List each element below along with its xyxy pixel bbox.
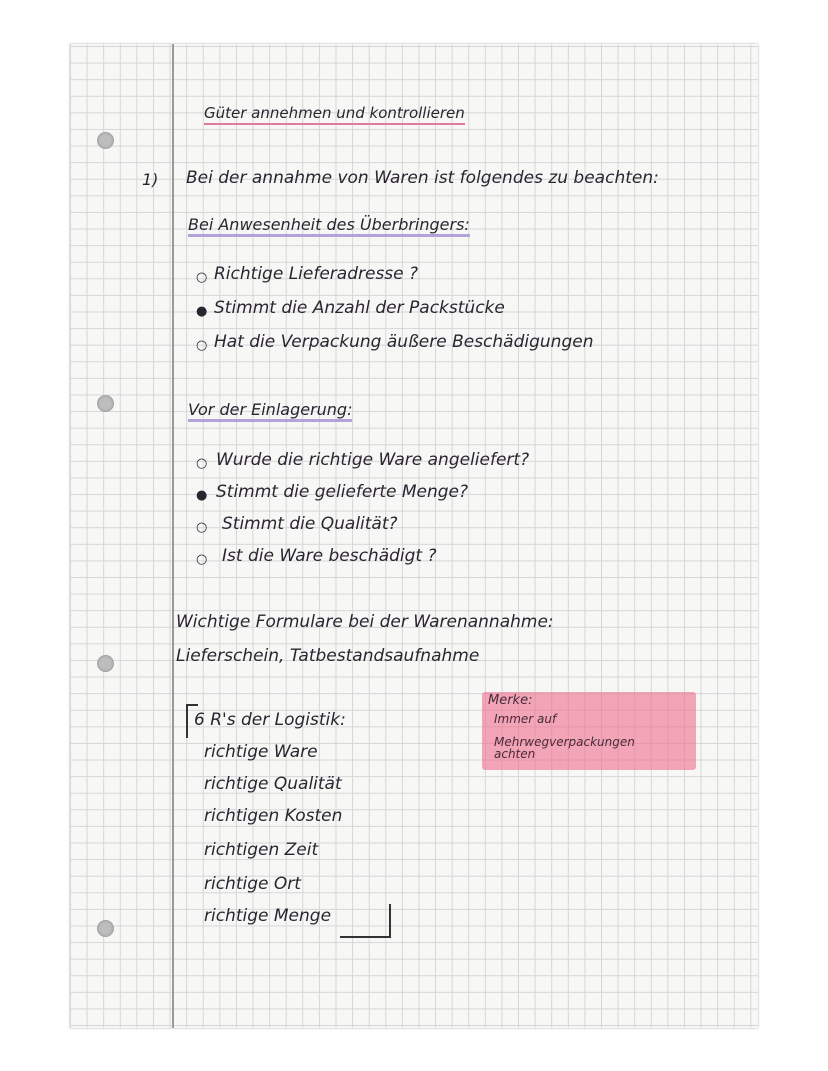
bullet-icon: ○ bbox=[196, 552, 208, 567]
box-corner bbox=[186, 704, 188, 738]
list-item: richtige Menge bbox=[204, 906, 332, 926]
list-item: richtigen Zeit bbox=[204, 840, 319, 860]
bullet-icon: ● bbox=[196, 488, 208, 503]
group1-heading: Bei Anwesenheit des Überbringers: bbox=[188, 215, 470, 237]
list-item: Stimmt die Anzahl der Packstücke bbox=[214, 298, 505, 318]
box-corner bbox=[389, 904, 391, 938]
bullet-icon: ● bbox=[196, 304, 208, 319]
intro-text: Bei der annahme von Waren ist folgendes zu beachten: bbox=[186, 168, 659, 188]
list-item: Stimmt die Qualität? bbox=[222, 514, 398, 534]
margin-line bbox=[172, 44, 174, 1028]
forms-label: Wichtige Formulare bei der Warenannahme: bbox=[176, 612, 554, 632]
note-line: Mehrwegverpackungen bbox=[494, 735, 635, 749]
list-item: richtige Ware bbox=[204, 742, 318, 762]
punch-hole bbox=[97, 920, 114, 937]
list-item: richtige Qualität bbox=[204, 774, 342, 794]
forms-value: Lieferschein, Tatbestandsaufnahme bbox=[176, 646, 480, 666]
punch-hole bbox=[97, 132, 114, 149]
note-line: achten bbox=[494, 747, 536, 761]
section-number: 1) bbox=[142, 170, 159, 189]
page-title: Güter annehmen und kontrollieren bbox=[204, 104, 465, 125]
list-item: Stimmt die gelieferte Menge? bbox=[216, 482, 469, 502]
list-item: Ist die Ware beschädigt ? bbox=[222, 546, 437, 566]
list-item: Richtige Lieferadresse ? bbox=[214, 264, 419, 284]
bullet-icon: ○ bbox=[196, 270, 208, 285]
list-item: Wurde die richtige Ware angeliefert? bbox=[216, 450, 530, 470]
list-item: richtige Ort bbox=[204, 874, 301, 894]
punch-hole bbox=[97, 655, 114, 672]
list-item: richtigen Kosten bbox=[204, 806, 343, 826]
note-heading: Merke: bbox=[488, 693, 533, 708]
bullet-icon: ○ bbox=[196, 456, 208, 471]
punch-hole bbox=[97, 395, 114, 412]
bullet-icon: ○ bbox=[196, 520, 208, 535]
bullet-icon: ○ bbox=[196, 338, 208, 353]
group2-heading: Vor der Einlagerung: bbox=[188, 400, 352, 422]
note-line: Immer auf bbox=[494, 712, 557, 726]
box-corner bbox=[340, 936, 390, 938]
six-rs-heading: 6 R's der Logistik: bbox=[194, 710, 346, 730]
list-item: Hat die Verpackung äußere Beschädigungen bbox=[214, 332, 594, 352]
